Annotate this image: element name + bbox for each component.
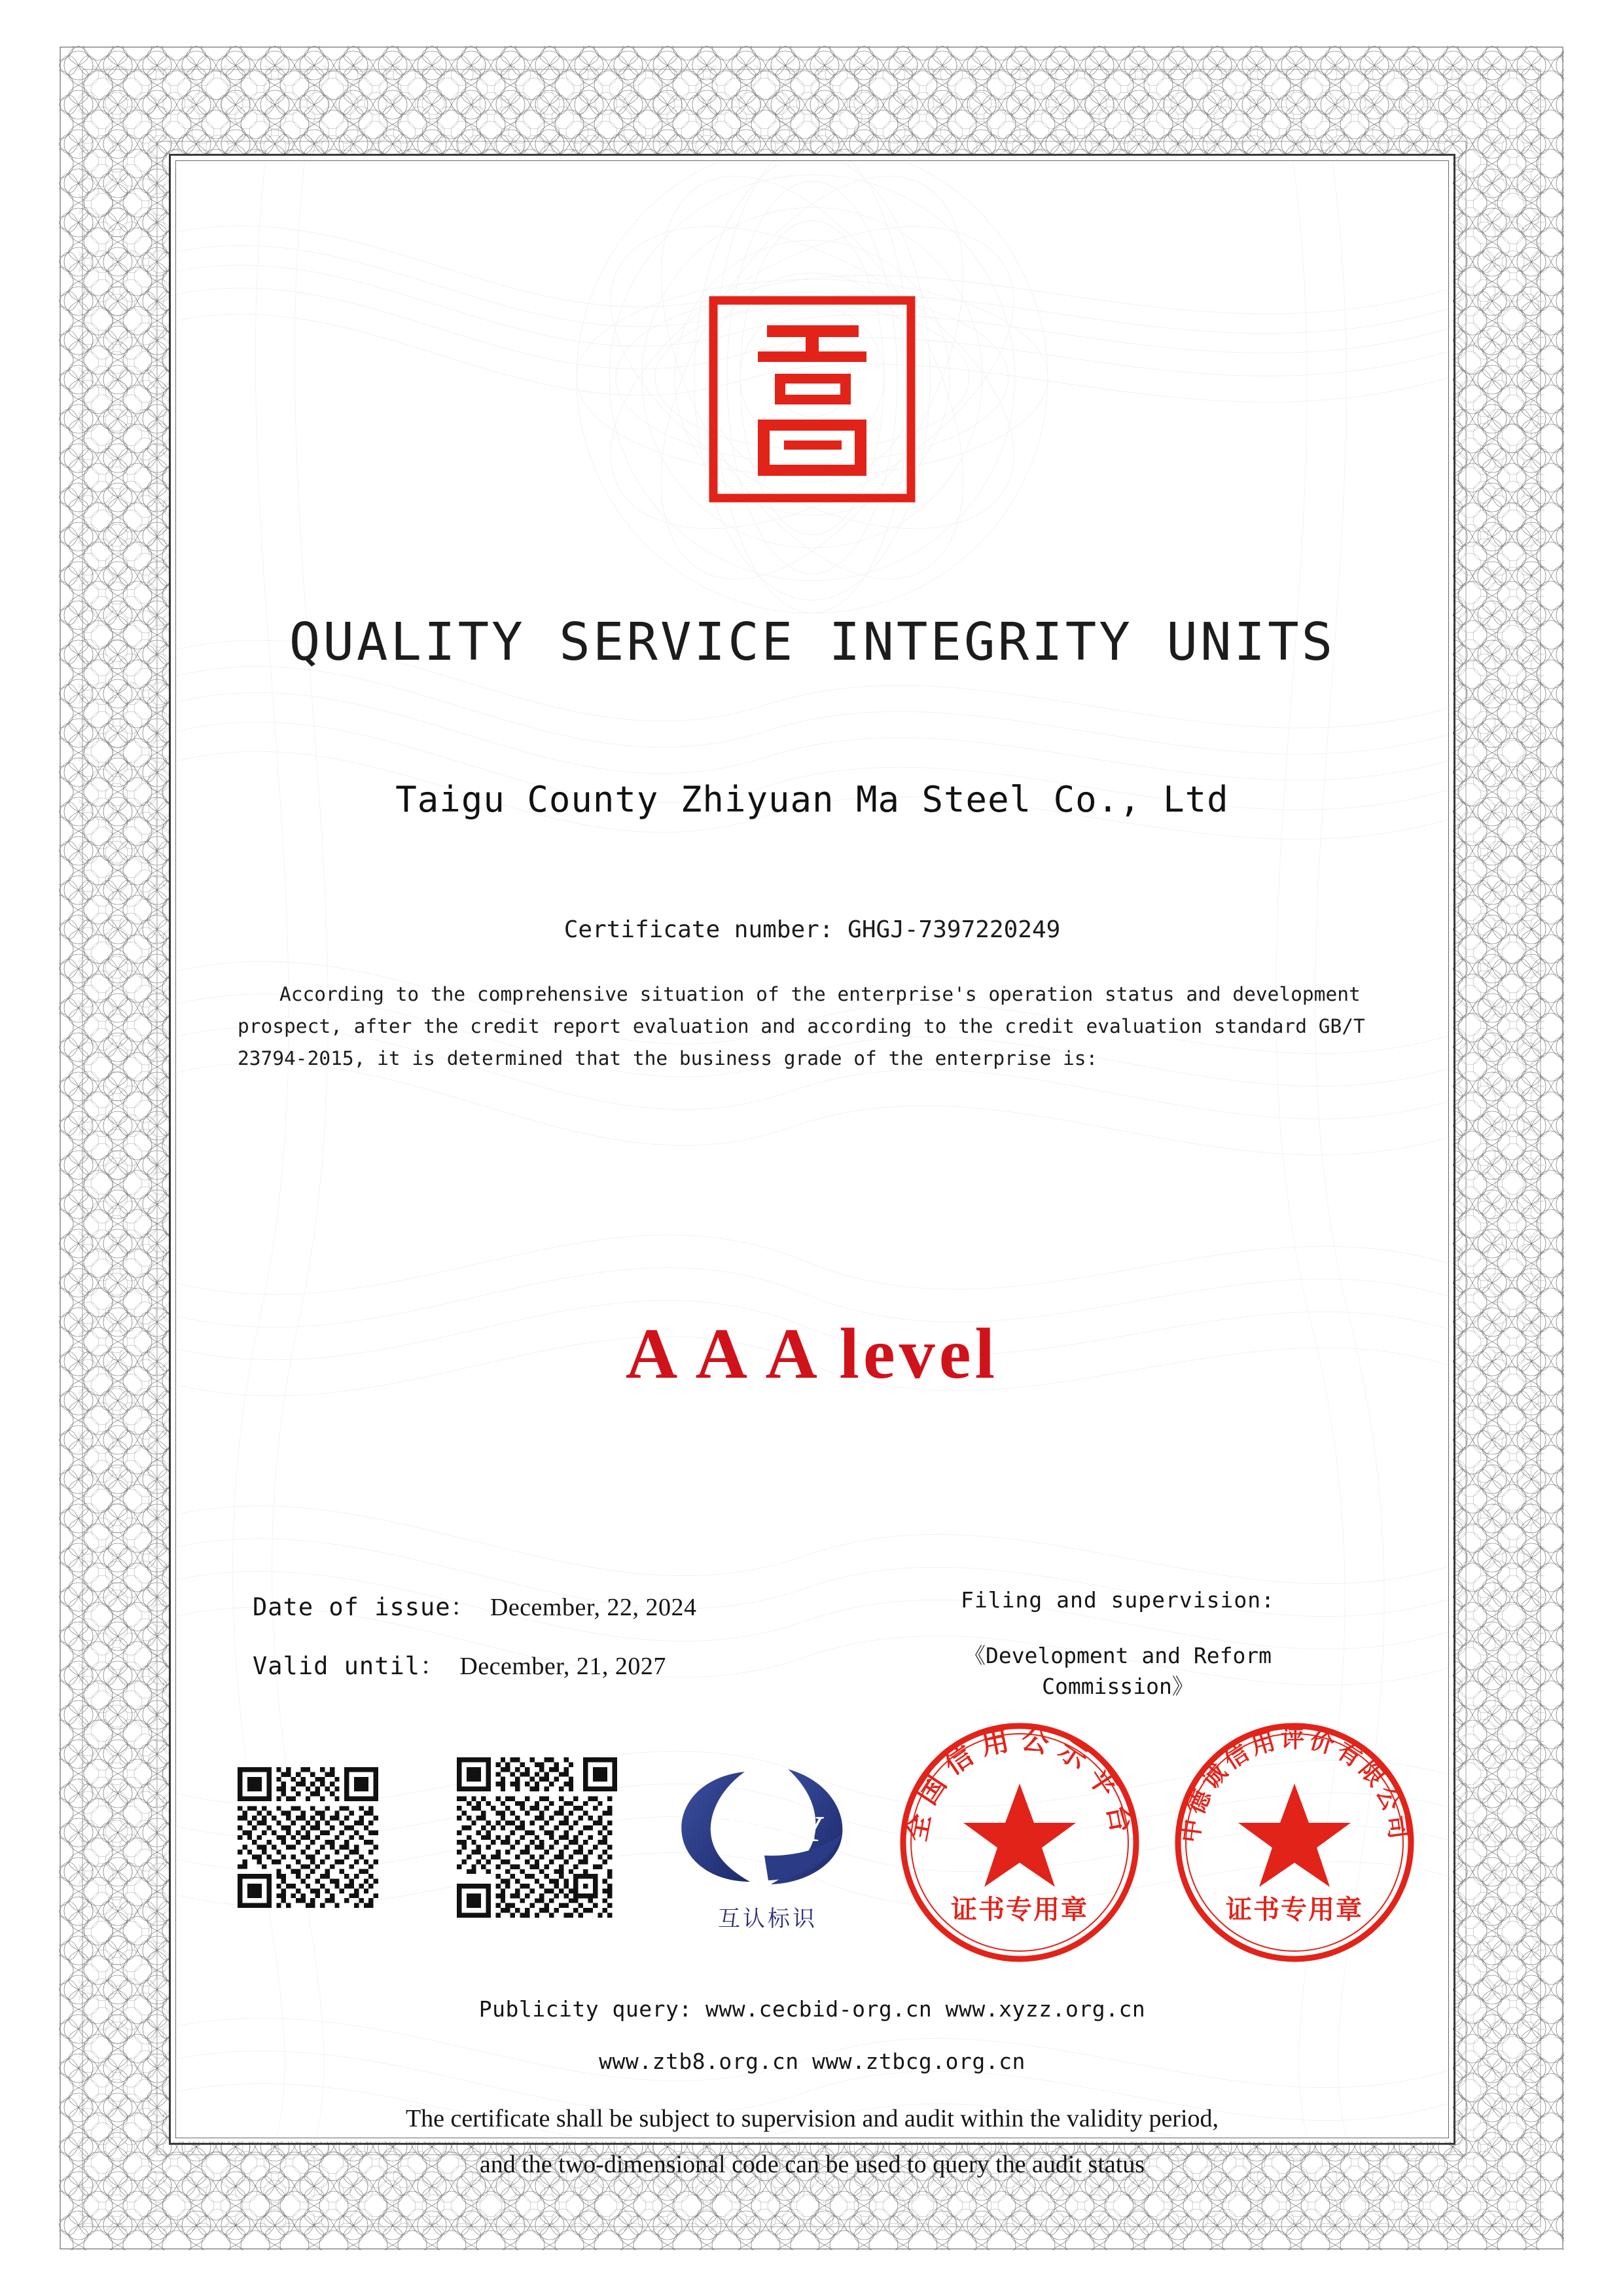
- ghxy-caption: 互认标识: [718, 1906, 817, 1932]
- svg-text:证书专用章: 证书专用章: [1226, 1895, 1363, 1925]
- body-paragraph: According to the comprehensive situation of the enterprise's operation status and development prospect, after the credit report evaluation and according to the credit evaluation standard GB/T 23794-2015, it is determined that the business grade of the enterprise is:: [238, 983, 1365, 1069]
- qr-code-1-svg: [238, 1767, 378, 1908]
- svg-text:全国信用公示平台: 全国信用公示平台: [899, 1723, 1140, 1844]
- ghxy-logo: [666, 1757, 869, 1937]
- official-seal-2-svg: [1170, 1718, 1419, 1967]
- valid-until-label: Valid until：: [253, 1652, 446, 1680]
- certificate-content: [175, 160, 1449, 2178]
- emblem-svg: [704, 291, 920, 507]
- official-seal-2: [1170, 1718, 1419, 1967]
- qr-code-2[interactable]: [457, 1757, 617, 1918]
- ghxy-logo-svg: [666, 1757, 869, 1895]
- date-of-issue-value: December, 22, 2024: [490, 1594, 697, 1621]
- qr-code-2-svg: [457, 1757, 617, 1918]
- valid-until-value: December, 21, 2027: [459, 1653, 666, 1680]
- svg-text:证书专用章: 证书专用章: [951, 1895, 1088, 1925]
- filing-info: [889, 1587, 1347, 1700]
- svg-text:中德诚信用评价有限公司: 中德诚信用评价有限公司: [1177, 1726, 1412, 1844]
- valid-until-row: [253, 1646, 696, 1681]
- official-seal-1: [895, 1718, 1144, 1967]
- issue-info: [253, 1587, 696, 1705]
- company-name: Taigu County Zhiyuan Ma Steel Co., Ltd: [395, 779, 1229, 820]
- date-of-issue-row: [253, 1587, 696, 1623]
- footer-note-line1: The certificate shall be subject to supervision and audit within the validity period,: [405, 2105, 1219, 2132]
- filing-authority: 《Development and Reform Commission》: [963, 1643, 1272, 1699]
- page-title: QUALITY SERVICE INTEGRITY UNITS: [289, 612, 1336, 672]
- footer-note-line2: and the two-dimensional code can be used to query the audit status: [479, 2151, 1145, 2178]
- official-seal-1-svg: [895, 1718, 1144, 1967]
- qr-code-1[interactable]: [238, 1767, 378, 1908]
- seal-emblem-icon: [704, 291, 920, 507]
- date-of-issue-label: Date of issue：: [253, 1593, 476, 1621]
- filing-label: Filing and supervision:: [961, 1587, 1275, 1613]
- certificate-number: Certificate number: GHGJ-7397220249: [563, 916, 1061, 943]
- publicity-query-line1: Publicity query: www.cecbid-org.cn www.xyzz.org.cn: [478, 1996, 1146, 2022]
- grade-level: A A A level: [625, 1314, 999, 1393]
- ghxy-letters: GHXY: [709, 1809, 827, 1850]
- publicity-query-line2: www.ztb8.org.cn www.ztbcg.org.cn: [599, 2049, 1026, 2074]
